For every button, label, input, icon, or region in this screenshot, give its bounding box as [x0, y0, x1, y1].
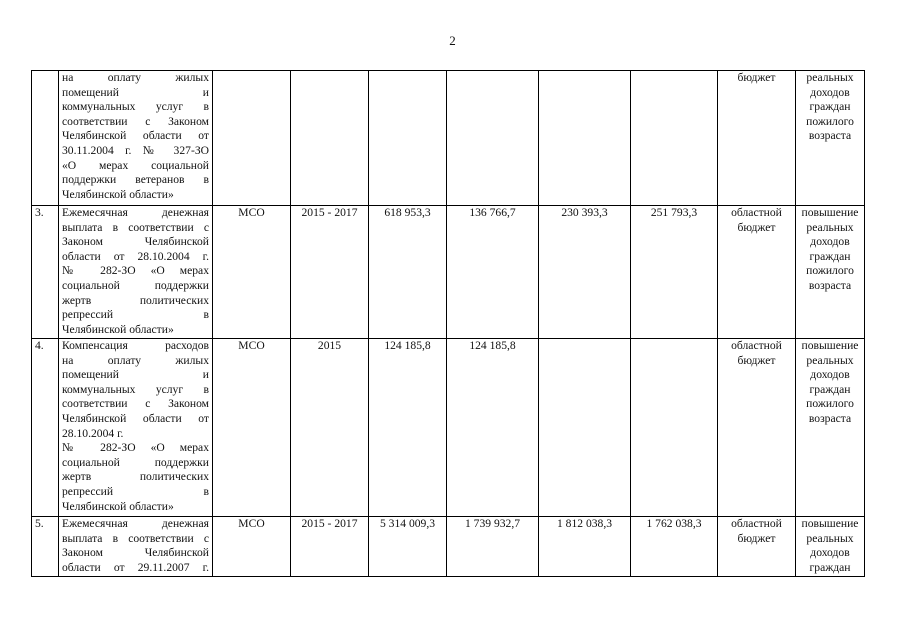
funding-source: областной бюджет [718, 206, 796, 339]
name-line: Ежемесячная денежная [62, 517, 209, 530]
name-line: соответствии с Законом [62, 114, 209, 128]
period: 2015 [291, 339, 369, 517]
result-line: граждан [809, 560, 851, 574]
amount-2016: 1 812 038,3 [539, 517, 631, 577]
name-line: 30.11.2004 г. № 327-ЗО [62, 143, 209, 157]
amount-2017 [631, 339, 718, 517]
table-row [32, 517, 865, 577]
measures-table [31, 70, 865, 577]
name-line: Челябинской области» [62, 499, 174, 513]
amount-2017 [631, 71, 718, 206]
name-line: Челябинской области от [62, 411, 209, 425]
name-line: Челябинской области от [62, 129, 209, 143]
period [291, 71, 369, 206]
total-amount [369, 71, 447, 206]
name-line: Челябинской области» [62, 187, 174, 201]
row-number: 5. [32, 517, 59, 577]
name-line: помещений и [62, 368, 209, 382]
amount-2015: 124 185,8 [447, 339, 539, 517]
result-line: повышение [801, 206, 859, 219]
period: 2015 - 2017 [291, 206, 369, 339]
result-line: возраста [808, 129, 852, 143]
result-line: реальных [806, 71, 854, 84]
result-line: граждан [809, 100, 851, 114]
name-line: коммунальных услуг в [62, 382, 209, 396]
name-line: помещений и [62, 85, 209, 99]
table-row [32, 339, 865, 517]
name-line: репрессий в [62, 308, 209, 322]
result-line: реальных [806, 220, 854, 234]
name-line: Законом Челябинской [62, 235, 209, 249]
result-line: повышение [801, 517, 859, 530]
name-line: № 282-ЗО «О мерах [62, 264, 209, 278]
executor: МСО [213, 517, 291, 577]
result-line: граждан [809, 249, 851, 263]
result-line: возраста [808, 411, 852, 425]
result-line: реальных [806, 531, 854, 545]
result-line: возраста [808, 278, 852, 292]
name-line: Челябинской области» [62, 322, 174, 336]
total-amount: 5 314 009,3 [369, 517, 447, 577]
result-line: доходов [810, 85, 850, 99]
amount-2015: 1 739 932,7 [447, 517, 539, 577]
period: 2015 - 2017 [291, 517, 369, 577]
amount-2016 [539, 339, 631, 517]
amount-2017: 251 793,3 [631, 206, 718, 339]
funding-source: областной бюджет [718, 517, 796, 577]
table-row [32, 71, 865, 206]
name-line: Компенсация расходов [62, 339, 209, 352]
measure-name [59, 71, 213, 206]
table-body [32, 71, 865, 577]
result-line: пожилого [806, 114, 854, 128]
result-line: доходов [810, 235, 850, 249]
measure-name [59, 339, 213, 517]
page-number: 2 [449, 33, 456, 48]
name-line: 28.10.2004 г. [62, 426, 124, 440]
name-line: области от 28.10.2004 г. [62, 249, 209, 263]
executor: МСО [213, 206, 291, 339]
name-line: жертв политических [62, 470, 209, 484]
row-number: 4. [32, 339, 59, 517]
name-line: выплата в соответствии с [62, 220, 209, 234]
name-line: социальной поддержки [62, 455, 209, 469]
result-line: пожилого [806, 264, 854, 278]
measure-name [59, 517, 213, 577]
expected-result [796, 206, 865, 339]
result-line: повышение [801, 339, 859, 352]
row-number: 3. [32, 206, 59, 339]
result-line: доходов [810, 546, 850, 560]
name-line: Ежемесячная денежная [62, 206, 209, 219]
total-amount: 618 953,3 [369, 206, 447, 339]
amount-2015: 136 766,7 [447, 206, 539, 339]
funding-source: областной бюджет [718, 339, 796, 517]
executor: МСО [213, 339, 291, 517]
result-line: доходов [810, 368, 850, 382]
name-line: на оплату жилых [62, 353, 209, 367]
expected-result [796, 517, 865, 577]
amount-2015 [447, 71, 539, 206]
name-line: жертв политических [62, 293, 209, 307]
expected-result [796, 71, 865, 206]
name-line: репрессий в [62, 484, 209, 498]
total-amount: 124 185,8 [369, 339, 447, 517]
measure-name [59, 206, 213, 339]
name-line: социальной поддержки [62, 278, 209, 292]
amount-2016 [539, 71, 631, 206]
result-line: реальных [806, 353, 854, 367]
result-line: пожилого [806, 397, 854, 411]
name-line: «О мерах социальной [62, 158, 209, 172]
row-number [32, 71, 59, 206]
name-line: коммунальных услуг в [62, 100, 209, 114]
name-line: поддержки ветеранов в [62, 173, 209, 187]
name-line: соответствии с Законом [62, 397, 209, 411]
funding-source: бюджет [718, 71, 796, 206]
result-line: граждан [809, 382, 851, 396]
expected-result [796, 339, 865, 517]
name-line: Законом Челябинской [62, 546, 209, 560]
name-line: выплата в соответствии с [62, 531, 209, 545]
amount-2017: 1 762 038,3 [631, 517, 718, 577]
executor [213, 71, 291, 206]
table-row [32, 206, 865, 339]
name-line: № 282-ЗО «О мерах [62, 441, 209, 455]
amount-2016: 230 393,3 [539, 206, 631, 339]
name-line: области от 29.11.2007 г. [62, 560, 209, 574]
name-line: на оплату жилых [62, 71, 209, 84]
